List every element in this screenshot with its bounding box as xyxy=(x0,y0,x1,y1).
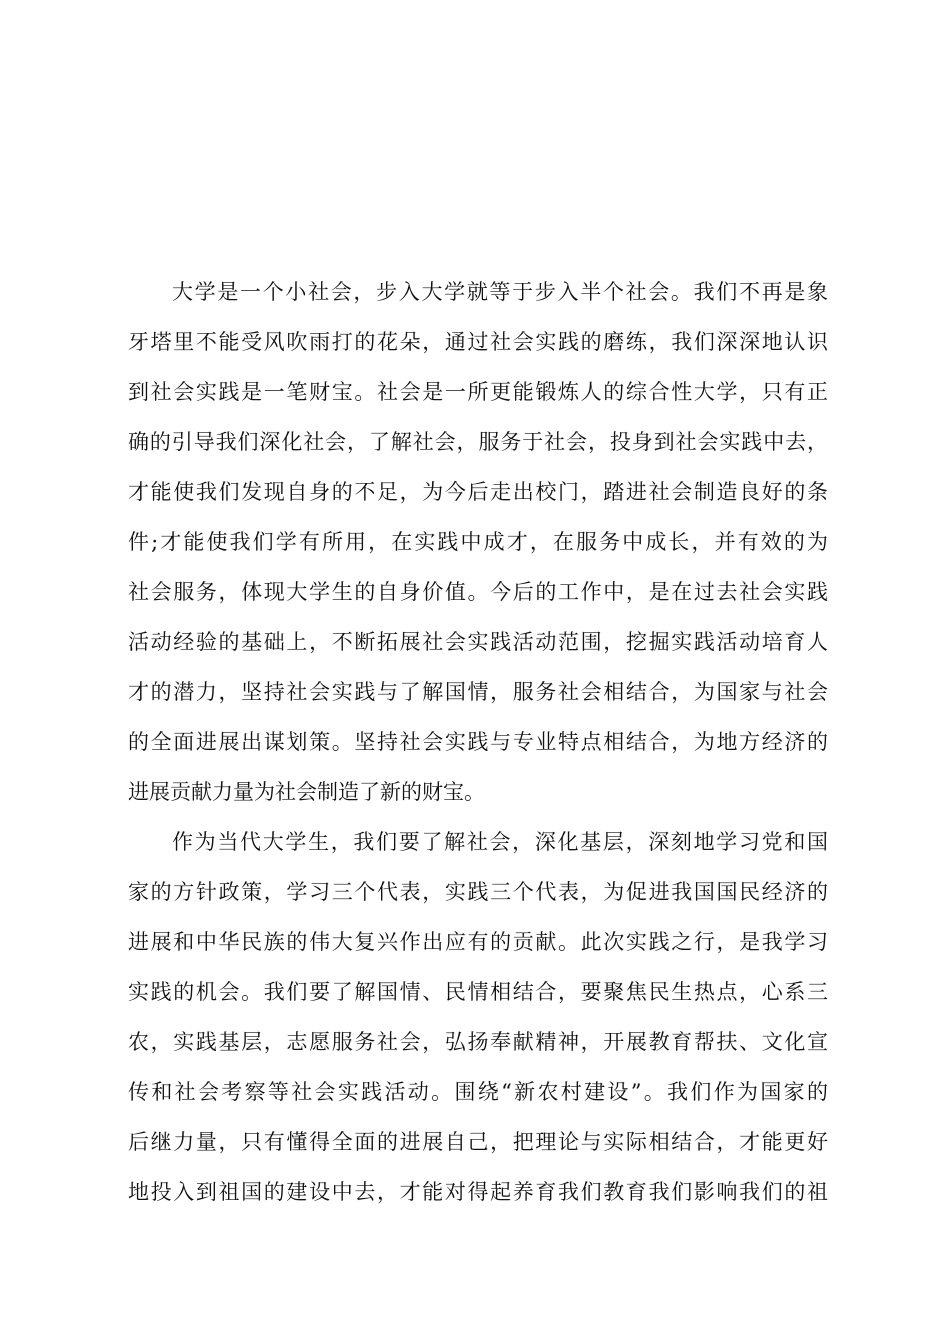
paragraph-2 xyxy=(128,817,828,1217)
text-line: 才的潜力，坚持社会实践与了解国情，服务社会相结合，为国家与社会 xyxy=(128,680,828,704)
body-text xyxy=(128,267,828,1217)
text-line: 传和社会考察等社会实践活动。围绕“新农村建设”。我们作为国家的 xyxy=(128,1080,828,1104)
text-line: 大学是一个小社会，步入大学就等于步入半个社会。我们不再是象 xyxy=(172,280,828,304)
text-line: 家的方针政策，学习三个代表，实践三个代表，为促进我国国民经济的 xyxy=(128,880,828,904)
text-line: 社会服务，体现大学生的自身价值。今后的工作中，是在过去社会实践 xyxy=(128,580,828,604)
text-line: 活动经验的基础上，不断拓展社会实践活动范围，挖掘实践活动培育人 xyxy=(128,630,828,654)
text-line: 件;才能使我们学有所用，在实践中成才，在服务中成长，并有效的为 xyxy=(128,530,828,554)
text-line: 农，实践基层，志愿服务社会，弘扬奉献精神，开展教育帮扶、文化宣 xyxy=(128,1030,828,1054)
text-line: 实践的机会。我们要了解国情、民情相结合，要聚焦民生热点，心系三 xyxy=(128,980,828,1004)
text-line: 后继力量，只有懂得全面的进展自己，把理论与实际相结合，才能更好 xyxy=(128,1130,828,1154)
paragraph-1 xyxy=(128,267,828,817)
text-line: 才能使我们发现自身的不足，为今后走出校门，踏进社会制造良好的条 xyxy=(128,480,828,504)
text-line: 作为当代大学生，我们要了解社会，深化基层，深刻地学习党和国 xyxy=(172,830,828,854)
text-line: 到社会实践是一笔财宝。社会是一所更能锻炼人的综合性大学，只有正 xyxy=(128,380,828,404)
text-line: 地投入到祖国的建设中去，才能对得起养育我们教育我们影响我们的祖 xyxy=(128,1180,828,1204)
text-line: 进展贡献力量为社会制造了新的财宝。 xyxy=(128,780,485,804)
text-line: 确的引导我们深化社会，了解社会，服务于社会，投身到社会实践中去， xyxy=(128,430,828,454)
text-line: 牙塔里不能受风吹雨打的花朵，通过社会实践的磨练，我们深深地认识 xyxy=(128,330,828,354)
text-line: 进展和中华民族的伟大复兴作出应有的贡献。此次实践之行，是我学习 xyxy=(128,930,828,954)
text-line: 的全面进展出谋划策。坚持社会实践与专业特点相结合，为地方经济的 xyxy=(128,730,828,754)
